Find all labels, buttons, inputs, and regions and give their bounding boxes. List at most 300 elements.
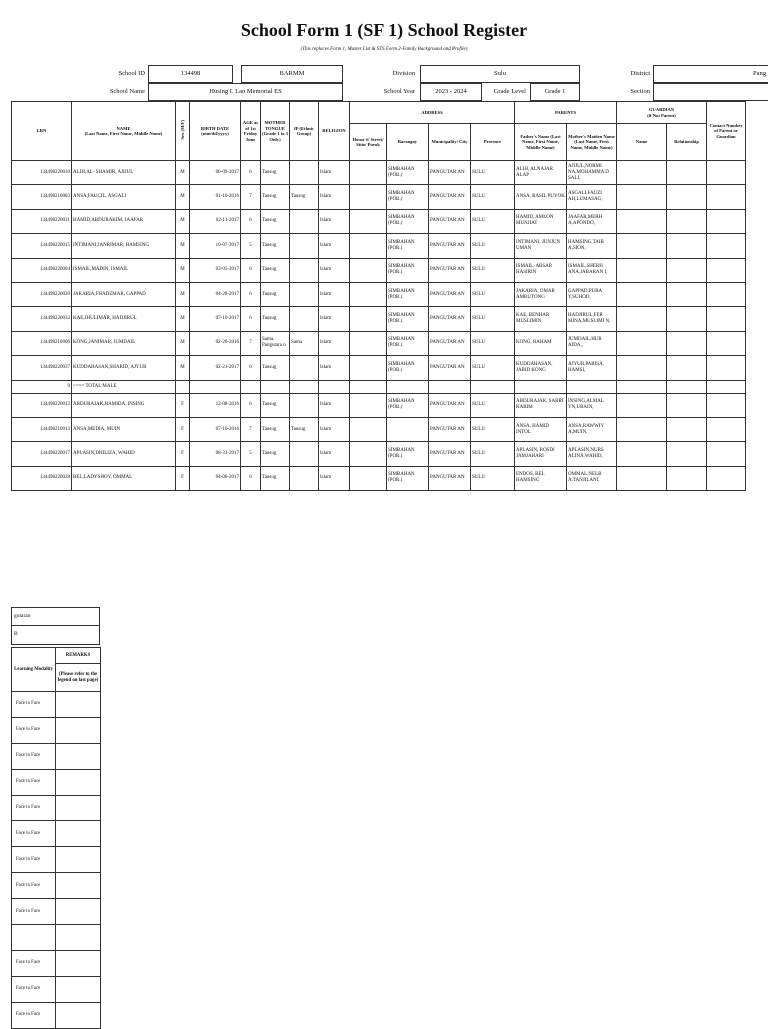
- cell-father: ALIH, ALNAJAR ALAP: [515, 161, 567, 185]
- cell-contact: [707, 282, 746, 306]
- cell-father: ENDOS, BEL HAMSING: [515, 466, 567, 490]
- header-religion: RELIGION: [319, 102, 350, 161]
- cell-age: 7: [241, 417, 261, 441]
- cell-house: [350, 161, 387, 185]
- cell-learning-modality: Face to Face: [12, 1002, 56, 1028]
- header-learning-modality: Learning Modality: [12, 648, 56, 692]
- cell-barangay: SIMBAHAN (POB.): [387, 356, 429, 380]
- cell-municipality: PANGUTAR AN: [429, 307, 471, 331]
- cell-mother: GAPPAD,PURA Y,SUHOD,: [567, 282, 617, 306]
- cell-name: ANSA,FAUCIL, ASGALI: [72, 185, 176, 209]
- header-guardian-relationship: Relationship: [667, 124, 707, 161]
- cell-birth: 10-07-2017: [190, 234, 241, 258]
- empty-cell: [176, 380, 190, 393]
- cell-remarks: [56, 769, 101, 795]
- cell-sex: F: [176, 393, 190, 417]
- cell-father: ANSA, BASIL PUYOK: [515, 185, 567, 209]
- cell-name: BEL,LADYSHOY, OMMAL: [72, 466, 176, 490]
- cell-municipality: PANGUTAR AN: [429, 282, 471, 306]
- cell-province: SULU: [471, 442, 515, 466]
- cell-barangay: [387, 417, 429, 441]
- cell-lrn: 134498210006: [12, 331, 72, 355]
- cell-guardian-relationship: [667, 209, 707, 233]
- cell-tongue: Tausug: [261, 282, 290, 306]
- cell-province: SULU: [471, 307, 515, 331]
- cell-lrn: 134498220013: [12, 393, 72, 417]
- modality-row: [12, 976, 101, 1002]
- cell-birth: 07-10-2016: [190, 417, 241, 441]
- cell-municipality: PANGUTAR AN: [429, 161, 471, 185]
- cell-religion: Islam: [319, 442, 350, 466]
- cell-municipality: PANGUTAR AN: [429, 356, 471, 380]
- cell-guardian-name: [617, 282, 667, 306]
- cell-name: APLASIN,DHILIZA, WAHID: [72, 442, 176, 466]
- modality-row: [12, 743, 101, 769]
- modality-row: [12, 873, 101, 899]
- student-row-male: [12, 331, 746, 355]
- cell-father: JAKARIA, OMAR AMBUTONG: [515, 282, 567, 306]
- cell-mother: ANSA,RAWWIY A,MUIN,: [567, 417, 617, 441]
- cell-guardian-name: [617, 258, 667, 282]
- cell-house: [350, 442, 387, 466]
- register-table: [11, 101, 746, 491]
- cell-religion: Islam: [319, 466, 350, 490]
- cell-province: SULU: [471, 356, 515, 380]
- cell-ip: Tausug: [290, 185, 319, 209]
- empty-cell: [261, 380, 290, 393]
- cell-contact: [707, 466, 746, 490]
- cell-learning-modality: Face to Face: [12, 821, 56, 847]
- cell-lrn: 134498220032: [12, 307, 72, 331]
- cell-age: 6: [241, 161, 261, 185]
- cell-guardian-relationship: [667, 258, 707, 282]
- header-name: NAME (Last Name, First Name, Middle Name): [72, 102, 176, 161]
- cell-remarks: [56, 717, 101, 743]
- cell-remarks: [56, 847, 101, 873]
- cell-guardian-name: [617, 417, 667, 441]
- cell-ip: [290, 393, 319, 417]
- cell-house: [350, 307, 387, 331]
- student-row-female: [12, 393, 746, 417]
- empty-cell: [387, 380, 429, 393]
- header-sex: Sex (M/F): [176, 102, 190, 161]
- cell-name: ALIH,AL- SHAMIR, AJIJUL: [72, 161, 176, 185]
- cell-guardian-name: [617, 393, 667, 417]
- modality-row: [12, 847, 101, 873]
- header-ip: IP (Ethnic Group): [290, 102, 319, 161]
- cell-ip: Tausug: [290, 417, 319, 441]
- cell-mother: ASGALI,FAUZI AH,LUMASAG,: [567, 185, 617, 209]
- cell-learning-modality: Face to Face: [12, 769, 56, 795]
- empty-cell: [241, 380, 261, 393]
- cell-province: SULU: [471, 466, 515, 490]
- cell-contact: [707, 234, 746, 258]
- cell-tongue: Tausug: [261, 393, 290, 417]
- header-mother-tongue: MOTHER TONGUE (Grade 1 to 3 Only): [261, 102, 290, 161]
- section-label: Section: [630, 88, 650, 95]
- cell-remarks: [56, 821, 101, 847]
- cell-municipality: PANGUTAR AN: [429, 185, 471, 209]
- cell-religion: Islam: [319, 234, 350, 258]
- cell-mother: AJIJUL,NORMI NA,MOHAMMA D SALI,: [567, 161, 617, 185]
- cell-learning-modality: Face to Face: [12, 847, 56, 873]
- cell-name: HAMID,ABDURAKIM, JAAFAR: [72, 209, 176, 233]
- cell-age: 7: [241, 331, 261, 355]
- cell-ip: [290, 466, 319, 490]
- cell-guardian-name: [617, 234, 667, 258]
- cell-guardian-relationship: [667, 393, 707, 417]
- header-house: House #/ Street/ Sitio/ Purok: [350, 124, 387, 161]
- cell-lrn: 134498220015: [12, 234, 72, 258]
- cell-father: ANSA, HAMID INTOL: [515, 417, 567, 441]
- page2-table: [11, 647, 101, 1029]
- student-row-female: [12, 442, 746, 466]
- cell-ip: [290, 282, 319, 306]
- school-name-label: School Name: [109, 88, 145, 95]
- cell-contact: [707, 258, 746, 282]
- cell-lrn: 134498220004: [12, 258, 72, 282]
- cell-age: 6: [241, 466, 261, 490]
- cell-contact: [707, 331, 746, 355]
- cell-mother: APLASIN,NURS ALINA,WAHID,: [567, 442, 617, 466]
- cell-tongue: Tausug: [261, 307, 290, 331]
- cell-birth: 04-06-2017: [190, 466, 241, 490]
- cell-name: ISMAIL,MADIN, ISMAIL: [72, 258, 176, 282]
- student-row-male: [12, 185, 746, 209]
- empty-cell: [290, 380, 319, 393]
- cell-tongue: Sama, Pangutara n: [261, 331, 290, 355]
- cell-house: [350, 466, 387, 490]
- cell-mother: INSING,ALMAL YN,URAIN,: [567, 393, 617, 417]
- cell-guardian-name: [617, 466, 667, 490]
- cell-lrn: 134498220017: [12, 442, 72, 466]
- cell-religion: Islam: [319, 282, 350, 306]
- total-male-label: <=== TOTAL MALE: [72, 380, 176, 393]
- cell-guardian-name: [617, 356, 667, 380]
- cell-learning-modality: Face to Face: [12, 795, 56, 821]
- cell-religion: Islam: [319, 258, 350, 282]
- page2-section-field: B: [11, 626, 100, 645]
- modality-row: [12, 821, 101, 847]
- cell-ip: [290, 442, 319, 466]
- cell-ip: Sama: [290, 331, 319, 355]
- cell-sex: F: [176, 466, 190, 490]
- cell-ip: [290, 258, 319, 282]
- cell-religion: Islam: [319, 209, 350, 233]
- cell-religion: Islam: [319, 307, 350, 331]
- cell-age: 5: [241, 234, 261, 258]
- grade-level-field[interactable]: Grade 1: [530, 83, 580, 101]
- cell-tongue: Tausug: [261, 234, 290, 258]
- cell-province: SULU: [471, 331, 515, 355]
- empty-cell: [471, 380, 515, 393]
- cell-contact: [707, 307, 746, 331]
- cell-name: KUDDAHASAN,SHARID, AJYUB: [72, 356, 176, 380]
- cell-province: SULU: [471, 161, 515, 185]
- cell-name: INTIMANI,JANRIMAR, HAMSING: [72, 234, 176, 258]
- header-barangay: Barangay: [387, 124, 429, 161]
- cell-age: 6: [241, 282, 261, 306]
- cell-barangay: SIMBAHAN (POB.): [387, 185, 429, 209]
- cell-barangay: SIMBAHAN (POB.): [387, 331, 429, 355]
- student-row-male: [12, 356, 746, 380]
- cell-guardian-name: [617, 307, 667, 331]
- student-row-male: [12, 161, 746, 185]
- cell-municipality: PANGUTAR AN: [429, 258, 471, 282]
- cell-remarks: [56, 950, 101, 976]
- cell-mother: OMMAL,NELB A,TANJILANI,: [567, 466, 617, 490]
- cell-father: ISMAIL, ABSAR HASIRIN: [515, 258, 567, 282]
- cell-house: [350, 356, 387, 380]
- cell-age: 6: [241, 393, 261, 417]
- cell-sex: M: [176, 234, 190, 258]
- cell-house: [350, 331, 387, 355]
- cell-barangay: SIMBAHAN (POB.): [387, 442, 429, 466]
- grade-level-label: Grade Level: [493, 88, 526, 95]
- cell-municipality: PANGUTAR AN: [429, 331, 471, 355]
- cell-father: KAE, BENHAR MUSLIMIN: [515, 307, 567, 331]
- district-field[interactable]: Pang: [653, 65, 768, 83]
- cell-province: SULU: [471, 209, 515, 233]
- cell-province: SULU: [471, 282, 515, 306]
- cell-lrn: 134498220010: [12, 161, 72, 185]
- cell-house: [350, 258, 387, 282]
- cell-name: KONG,JANIMAR, JUMDAIL: [72, 331, 176, 355]
- cell-contact: [707, 356, 746, 380]
- cell-lrn: 134498210003: [12, 185, 72, 209]
- cell-religion: Islam: [319, 185, 350, 209]
- cell-tongue: Tausug: [261, 258, 290, 282]
- modality-row: [12, 795, 101, 821]
- cell-father: ABDURAJAK, SABRI KARIM: [515, 393, 567, 417]
- cell-father: HAMID, AMLON MUNJIAT: [515, 209, 567, 233]
- cell-barangay: SIMBAHAN (POB.): [387, 258, 429, 282]
- header-remarks: REMARKS: [56, 648, 101, 664]
- cell-name: KAE,JHULIMAR, HADJIRUL: [72, 307, 176, 331]
- header-birth-date: BIRTH DATE (mm/dd/yyyy): [190, 102, 241, 161]
- cell-mother: JUMDAIL,HUR AIDA,,: [567, 331, 617, 355]
- cell-guardian-name: [617, 331, 667, 355]
- cell-remarks: [56, 795, 101, 821]
- cell-sex: M: [176, 282, 190, 306]
- cell-guardian-relationship: [667, 161, 707, 185]
- cell-religion: Islam: [319, 161, 350, 185]
- modality-row: [12, 899, 101, 925]
- empty-cell: [567, 380, 617, 393]
- cell-municipality: PANGUTAR AN: [429, 466, 471, 490]
- cell-guardian-relationship: [667, 466, 707, 490]
- cell-barangay: SIMBAHAN (POB.): [387, 161, 429, 185]
- cell-learning-modality: Face to Face: [12, 976, 56, 1002]
- cell-province: SULU: [471, 185, 515, 209]
- header-remarks-note: (Please refer to the legend on last page): [56, 664, 101, 692]
- cell-province: SULU: [471, 234, 515, 258]
- cell-name: ABDURAJAK,HAMIDA, INSING: [72, 393, 176, 417]
- cell-learning-modality: Face to Face: [12, 950, 56, 976]
- cell-province: SULU: [471, 393, 515, 417]
- cell-municipality: PANGUTAR AN: [429, 234, 471, 258]
- cell-sex: M: [176, 209, 190, 233]
- cell-learning-modality: Face to Face: [12, 743, 56, 769]
- school-id-label: School ID: [118, 70, 145, 77]
- student-row-female: [12, 417, 746, 441]
- empty-cell: [319, 380, 350, 393]
- header-age: AGE as of 1st Friday June: [241, 102, 261, 161]
- student-row-male: [12, 282, 746, 306]
- cell-guardian-name: [617, 209, 667, 233]
- empty-cell: [667, 380, 707, 393]
- cell-remarks: [56, 743, 101, 769]
- student-row-female: [12, 466, 746, 490]
- cell-tongue: Tausug: [261, 185, 290, 209]
- modality-row: [12, 769, 101, 795]
- cell-religion: Islam: [319, 331, 350, 355]
- cell-birth: 12-08-2016: [190, 393, 241, 417]
- header-guardian-name: Name: [617, 124, 667, 161]
- cell-house: [350, 234, 387, 258]
- cell-mother: ISMAIL,SHERH ANA,JABARAN I,: [567, 258, 617, 282]
- cell-age: 6: [241, 307, 261, 331]
- header-address: ADDRESS: [350, 102, 515, 124]
- cell-lrn: 134498210013: [12, 417, 72, 441]
- cell-province: SULU: [471, 258, 515, 282]
- cell-father: KUDDAHASAN, JABID KONG: [515, 356, 567, 380]
- cell-sex: F: [176, 442, 190, 466]
- cell-tongue: Tausug: [261, 209, 290, 233]
- cell-remarks: [56, 873, 101, 899]
- cell-barangay: SIMBAHAN (POB.): [387, 234, 429, 258]
- cell-sex: M: [176, 356, 190, 380]
- cell-guardian-name: [617, 442, 667, 466]
- header-mother: Mother's Maiden Name (Last Name, First Name, Middle Name): [567, 124, 617, 161]
- cell-sex: M: [176, 161, 190, 185]
- section-field[interactable]: [653, 83, 768, 101]
- cell-age: 6: [241, 209, 261, 233]
- district-label: District: [630, 70, 650, 77]
- cell-father: APLASIN, ROSDI JAMJAHARI: [515, 442, 567, 466]
- cell-birth: 02-26-2016: [190, 331, 241, 355]
- cell-birth: 07-10-2017: [190, 307, 241, 331]
- cell-remarks: [56, 925, 101, 951]
- cell-remarks: [56, 899, 101, 925]
- header-father: Father's Name (Last Name, First Name, Middle Name): [515, 124, 567, 161]
- cell-tongue: Tausug: [261, 356, 290, 380]
- cell-sex: M: [176, 307, 190, 331]
- cell-tongue: Tausug: [261, 417, 290, 441]
- cell-age: 7: [241, 185, 261, 209]
- cell-house: [350, 209, 387, 233]
- cell-municipality: PANGUTAR AN: [429, 442, 471, 466]
- region-field[interactable]: BARMM: [241, 65, 343, 83]
- cell-guardian-relationship: [667, 307, 707, 331]
- cell-mother: AJYUB,PARISA, HAMSI,: [567, 356, 617, 380]
- modality-row: [12, 950, 101, 976]
- cell-tongue: Tausug: [261, 442, 290, 466]
- form-subtitle: (This replaces Form 1, Master List & STS Form 2-Family Background and Profile): [300, 47, 468, 52]
- cell-contact: [707, 209, 746, 233]
- cell-birth: 03-05-2017: [190, 258, 241, 282]
- cell-province: SULU: [471, 417, 515, 441]
- cell-religion: Islam: [319, 417, 350, 441]
- cell-learning-modality: [12, 925, 56, 951]
- cell-remarks: [56, 976, 101, 1002]
- cell-municipality: PANGUTAR AN: [429, 417, 471, 441]
- total-male-count: 9: [12, 380, 72, 393]
- cell-lrn: 134498220020: [12, 282, 72, 306]
- cell-sex: F: [176, 417, 190, 441]
- school-name-field[interactable]: Husing I. Lao Memorial ES: [148, 83, 343, 101]
- cell-age: 6: [241, 356, 261, 380]
- empty-cell: [190, 380, 241, 393]
- cell-ip: [290, 307, 319, 331]
- cell-contact: [707, 161, 746, 185]
- cell-learning-modality: Face to Face: [12, 899, 56, 925]
- school-year-field[interactable]: 2023 - 2024: [420, 83, 482, 101]
- cell-father: KONG, RAHAM: [515, 331, 567, 355]
- cell-guardian-relationship: [667, 331, 707, 355]
- school-year-label: School Year: [383, 88, 415, 95]
- cell-remarks: [56, 1002, 101, 1028]
- cell-contact: [707, 417, 746, 441]
- cell-learning-modality: Face to Face: [12, 692, 56, 718]
- cell-contact: [707, 442, 746, 466]
- cell-ip: [290, 209, 319, 233]
- cell-guardian-name: [617, 161, 667, 185]
- cell-guardian-relationship: [667, 282, 707, 306]
- page2-district-field: gutaran: [11, 607, 100, 626]
- cell-house: [350, 282, 387, 306]
- cell-barangay: SIMBAHAN (POB.): [387, 393, 429, 417]
- modality-row: [12, 692, 101, 718]
- cell-mother: HADJIRUL,FER MINA,MUSLIMI N,: [567, 307, 617, 331]
- cell-learning-modality: Face to Face: [12, 873, 56, 899]
- student-row-male: [12, 234, 746, 258]
- cell-guardian-relationship: [667, 185, 707, 209]
- division-label: Division: [392, 70, 415, 77]
- cell-tongue: Tausug: [261, 161, 290, 185]
- cell-sex: M: [176, 258, 190, 282]
- cell-birth: 02-11-2017: [190, 209, 241, 233]
- cell-mother: JAAFAR,MERH A,APONDO,: [567, 209, 617, 233]
- cell-religion: Islam: [319, 393, 350, 417]
- cell-guardian-relationship: [667, 356, 707, 380]
- student-row-male: [12, 258, 746, 282]
- header-parents: PARENTS: [515, 102, 617, 124]
- cell-father: INTIMANI, JUNJUN UMAN: [515, 234, 567, 258]
- cell-contact: [707, 393, 746, 417]
- empty-cell: [515, 380, 567, 393]
- form-title: School Form 1 (SF 1) School Register: [240, 20, 528, 40]
- cell-municipality: PANGUTAR AN: [429, 393, 471, 417]
- page2-fragment: [11, 607, 100, 1029]
- division-field[interactable]: Sulu: [420, 65, 580, 83]
- cell-barangay: SIMBAHAN (POB.): [387, 282, 429, 306]
- cell-remarks: [56, 692, 101, 718]
- school-id-field[interactable]: 134498: [148, 65, 233, 83]
- cell-guardian-relationship: [667, 234, 707, 258]
- cell-barangay: SIMBAHAN (POB.): [387, 466, 429, 490]
- cell-religion: Islam: [319, 356, 350, 380]
- modality-row: [12, 1002, 101, 1028]
- cell-ip: [290, 356, 319, 380]
- cell-sex: M: [176, 331, 190, 355]
- empty-cell: [429, 380, 471, 393]
- empty-cell: [707, 380, 746, 393]
- cell-barangay: SIMBAHAN (POB.): [387, 307, 429, 331]
- empty-cell: [617, 380, 667, 393]
- header-lrn: LRN: [12, 102, 72, 161]
- cell-learning-modality: Face to Face: [12, 717, 56, 743]
